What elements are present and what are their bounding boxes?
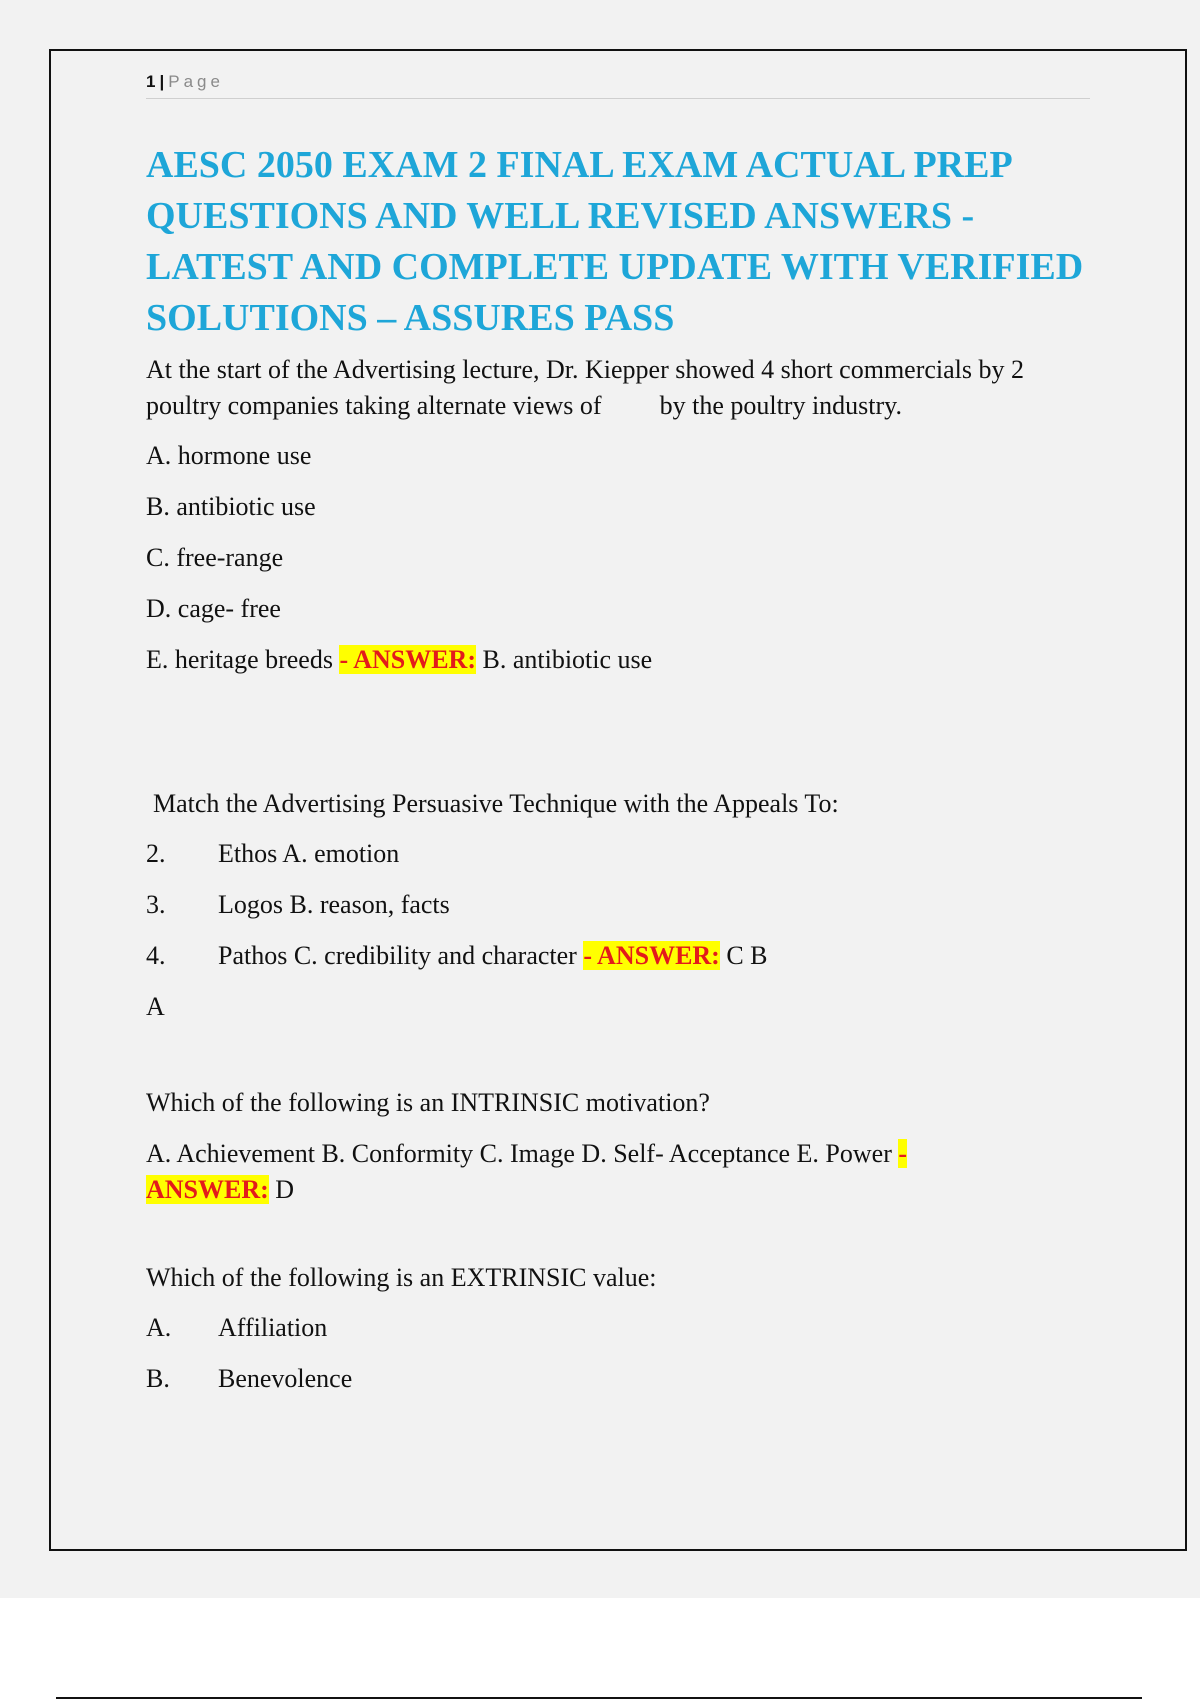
question-4-stem: Which of the following is an EXTRINSIC value: xyxy=(146,1263,657,1292)
page-number: 1 xyxy=(146,72,156,91)
item-text: Logos B. reason, facts xyxy=(218,890,450,919)
item-text: Ethos A. emotion xyxy=(218,839,400,868)
question-1-option-a: A. hormone use xyxy=(146,441,312,470)
question-1-option-c: C. free-range xyxy=(146,543,284,572)
answer-marker: - xyxy=(898,1139,908,1168)
question-3-answer: D xyxy=(275,1175,295,1204)
page-header-separator: | xyxy=(159,72,165,91)
document-content xyxy=(146,140,1090,1397)
question-4-option xyxy=(146,1310,1090,1346)
answer-marker: - ANSWER: xyxy=(583,941,720,970)
question-1-option-b: B. antibiotic use xyxy=(146,492,316,521)
question-2-stem: Match the Advertising Persuasive Technique with the Appeals To: xyxy=(153,789,839,818)
question-3-stem: Which of the following is an INTRINSIC motivation? xyxy=(146,1088,710,1117)
question-1-stem-start: At the start of the Advertising lecture, Dr. Kiepper showed 4 short commercials by 2 poultry companies taking alternate views of xyxy=(146,355,1025,420)
question-1-stem xyxy=(146,352,1090,424)
question-1-answer: B. antibiotic use xyxy=(482,645,653,674)
question-1 xyxy=(146,352,1090,678)
option-text: Benevolence xyxy=(218,1364,353,1393)
question-2-answer: C B xyxy=(726,941,768,970)
question-1-option-d: D. cage- free xyxy=(146,594,281,623)
answer-marker: - ANSWER: xyxy=(339,645,476,674)
option-text: Affiliation xyxy=(218,1313,328,1342)
question-2-item xyxy=(146,887,1090,923)
item-text-with-answer xyxy=(218,938,768,974)
question-3-options xyxy=(146,1136,1090,1208)
question-4 xyxy=(146,1260,1090,1397)
option-letter: A. xyxy=(146,1313,172,1342)
question-1-stem-end: by the poultry industry. xyxy=(659,391,902,420)
question-1-option-e-text: E. heritage breeds xyxy=(146,645,333,674)
answer-marker: ANSWER: xyxy=(146,1175,269,1204)
question-2-answer-continued: A xyxy=(146,992,165,1021)
option-letter: B. xyxy=(146,1364,170,1393)
item-text: Pathos C. credibility and character xyxy=(218,941,577,970)
question-1-option-e xyxy=(146,642,1090,678)
question-2 xyxy=(146,786,1090,1025)
page-label: Page xyxy=(168,72,224,91)
item-number: 2. xyxy=(146,839,166,868)
item-number: 3. xyxy=(146,890,166,919)
item-number: 4. xyxy=(146,941,166,970)
question-4-option xyxy=(146,1361,1090,1397)
question-3 xyxy=(146,1085,1090,1208)
question-3-options-text: A. Achievement B. Conformity C. Image D. Self- Acceptance E. Power xyxy=(146,1139,892,1168)
next-page-top-rule xyxy=(56,1697,1142,1699)
question-2-item xyxy=(146,836,1090,872)
page-header xyxy=(146,72,1090,99)
question-2-item xyxy=(146,938,1090,974)
document-title: AESC 2050 EXAM 2 FINAL EXAM ACTUAL PREP QUESTIONS AND WELL REVISED ANSWERS - LATEST AND COMPLETE UPDATE WITH VERIFIED SOLUTIONS – ASSURES PASS xyxy=(146,144,1084,339)
